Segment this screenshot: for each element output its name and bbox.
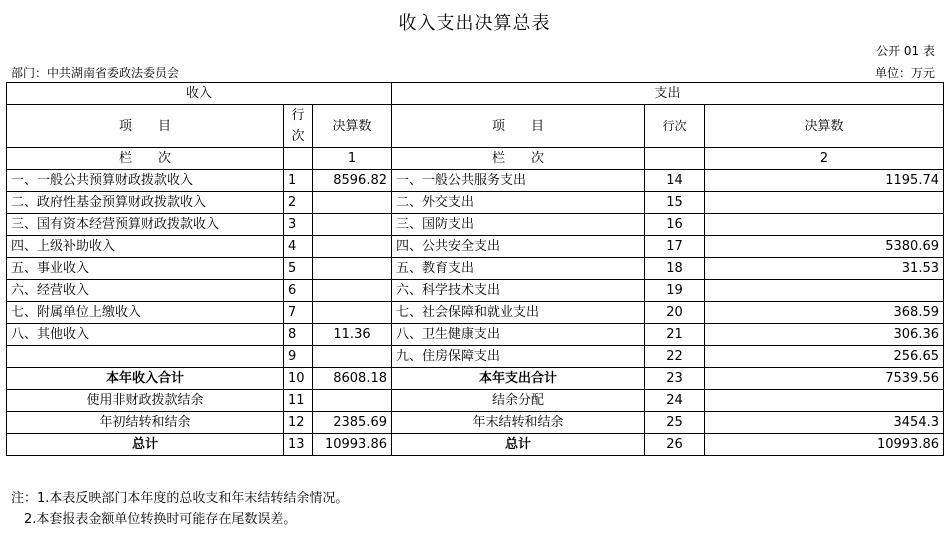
expense-row-no: 23 <box>645 368 705 390</box>
table-row <box>7 258 944 280</box>
income-row-no: 3 <box>284 214 313 236</box>
expense-amount: 3454.3 <box>705 412 944 434</box>
expense-amount: 256.65 <box>705 346 944 368</box>
expense-item: 九、住房保障支出 <box>392 346 645 368</box>
column-index-row <box>7 148 944 170</box>
income-item: 四、上级补助收入 <box>7 236 284 258</box>
income-row-no: 10 <box>284 368 313 390</box>
expense-amount-header: 决算数 <box>705 105 944 148</box>
footnotes <box>11 488 348 530</box>
expense-total-amount: 10993.86 <box>705 434 944 456</box>
expense-item: 八、卫生健康支出 <box>392 324 645 346</box>
expense-row-no: 26 <box>645 434 705 456</box>
expense-row-no: 25 <box>645 412 705 434</box>
income-amount <box>313 280 392 302</box>
income-amount <box>313 302 392 324</box>
expense-item: 六、科学技术支出 <box>392 280 645 302</box>
income-row-no: 7 <box>284 302 313 324</box>
expense-amount <box>705 192 944 214</box>
expense-amount: 5380.69 <box>705 236 944 258</box>
expense-subtotal-label: 本年支出合计 <box>392 368 645 390</box>
expense-row-no: 18 <box>645 258 705 280</box>
expense-item: 结余分配 <box>392 390 645 412</box>
expense-item: 二、外交支出 <box>392 192 645 214</box>
table-row <box>7 280 944 302</box>
income-expense-table <box>6 82 944 456</box>
expense-item: 五、教育支出 <box>392 258 645 280</box>
expense-amount <box>705 390 944 412</box>
income-row-no: 6 <box>284 280 313 302</box>
income-row-no: 4 <box>284 236 313 258</box>
table-row <box>7 192 944 214</box>
income-row-no: 1 <box>284 170 313 192</box>
table-row <box>7 170 944 192</box>
expense-item-header: 项 目 <box>392 105 645 148</box>
income-amount <box>313 390 392 412</box>
income-item: 使用非财政拨款结余 <box>7 390 284 412</box>
income-item: 三、国有资本经营预算财政拨款收入 <box>7 214 284 236</box>
income-total-amount: 10993.86 <box>313 434 392 456</box>
expense-amount <box>705 280 944 302</box>
expense-row-no: 17 <box>645 236 705 258</box>
expense-amount: 1195.74 <box>705 170 944 192</box>
section-header-row <box>7 83 944 105</box>
empty-cell <box>284 148 313 170</box>
income-row-no: 11 <box>284 390 313 412</box>
income-item: 六、经营收入 <box>7 280 284 302</box>
income-row-no: 8 <box>284 324 313 346</box>
income-column-index: 1 <box>313 148 392 170</box>
income-amount <box>313 346 392 368</box>
table-row <box>7 302 944 324</box>
rowno-line1: 行 <box>291 108 305 123</box>
income-row-no: 5 <box>284 258 313 280</box>
income-amount <box>313 236 392 258</box>
expense-total-label: 总计 <box>392 434 645 456</box>
form-number: 公开 01 表 <box>876 44 935 58</box>
expense-section-header: 支出 <box>392 83 944 105</box>
income-amount: 2385.69 <box>313 412 392 434</box>
expense-row-no: 16 <box>645 214 705 236</box>
rowno-line2: 次 <box>291 129 305 144</box>
summary-row <box>7 368 944 390</box>
income-section-header: 收入 <box>7 83 392 105</box>
expense-column-index: 2 <box>705 148 944 170</box>
income-amount: 8608.18 <box>313 368 392 390</box>
summary-row <box>7 412 944 434</box>
income-amount <box>313 192 392 214</box>
income-item-header: 项 目 <box>7 105 284 148</box>
income-row-no: 2 <box>284 192 313 214</box>
income-item: 年初结转和结余 <box>7 412 284 434</box>
income-item: 八、其他收入 <box>7 324 284 346</box>
income-amount <box>313 258 392 280</box>
table-row <box>7 324 944 346</box>
income-item: 七、附属单位上缴收入 <box>7 302 284 324</box>
income-row-no: 9 <box>284 346 313 368</box>
summary-row <box>7 390 944 412</box>
income-row-no: 12 <box>284 412 313 434</box>
income-item <box>7 346 284 368</box>
income-amount: 11.36 <box>313 324 392 346</box>
income-amount: 8596.82 <box>313 170 392 192</box>
expense-row-no: 19 <box>645 280 705 302</box>
department-label: 部门：中共湖南省委政法委员会 <box>11 66 180 80</box>
income-rowno-header <box>284 105 313 148</box>
income-column-label: 栏 次 <box>7 148 284 170</box>
expense-item: 一、一般公共服务支出 <box>392 170 645 192</box>
expense-rowno-header: 行次 <box>645 105 705 148</box>
expense-item: 四、公共安全支出 <box>392 236 645 258</box>
expense-amount: 306.36 <box>705 324 944 346</box>
expense-amount: 7539.56 <box>705 368 944 390</box>
page-title: 收入支出决算总表 <box>398 13 551 34</box>
expense-row-no: 24 <box>645 390 705 412</box>
income-subtotal-label: 本年收入合计 <box>7 368 284 390</box>
expense-row-no: 20 <box>645 302 705 324</box>
expense-row-no: 21 <box>645 324 705 346</box>
expense-item: 年末结转和结余 <box>392 412 645 434</box>
income-item: 二、政府性基金预算财政拨款收入 <box>7 192 284 214</box>
income-total-label: 总计 <box>7 434 284 456</box>
empty-cell <box>645 148 705 170</box>
income-item: 五、事业收入 <box>7 258 284 280</box>
expense-column-label: 栏 次 <box>392 148 645 170</box>
expense-item: 三、国防支出 <box>392 214 645 236</box>
table-row <box>7 214 944 236</box>
expense-amount: 31.53 <box>705 258 944 280</box>
column-header-row <box>7 105 944 148</box>
income-row-no: 13 <box>284 434 313 456</box>
expense-item: 七、社会保障和就业支出 <box>392 302 645 324</box>
footnote-1: 注：1.本表反映部门本年度的总收支和年末结转结余情况。 <box>11 491 349 506</box>
income-amount-header: 决算数 <box>313 105 392 148</box>
table-row <box>7 236 944 258</box>
income-item: 一、一般公共预算财政拨款收入 <box>7 170 284 192</box>
expense-amount <box>705 214 944 236</box>
expense-row-no: 15 <box>645 192 705 214</box>
table-row <box>7 346 944 368</box>
unit-label: 单位：万元 <box>874 66 935 80</box>
total-row <box>7 434 944 456</box>
expense-amount: 368.59 <box>705 302 944 324</box>
footnote-2: 2.本套报表金额单位转换时可能存在尾数误差。 <box>11 512 297 527</box>
income-amount <box>313 214 392 236</box>
expense-row-no: 14 <box>645 170 705 192</box>
expense-row-no: 22 <box>645 346 705 368</box>
